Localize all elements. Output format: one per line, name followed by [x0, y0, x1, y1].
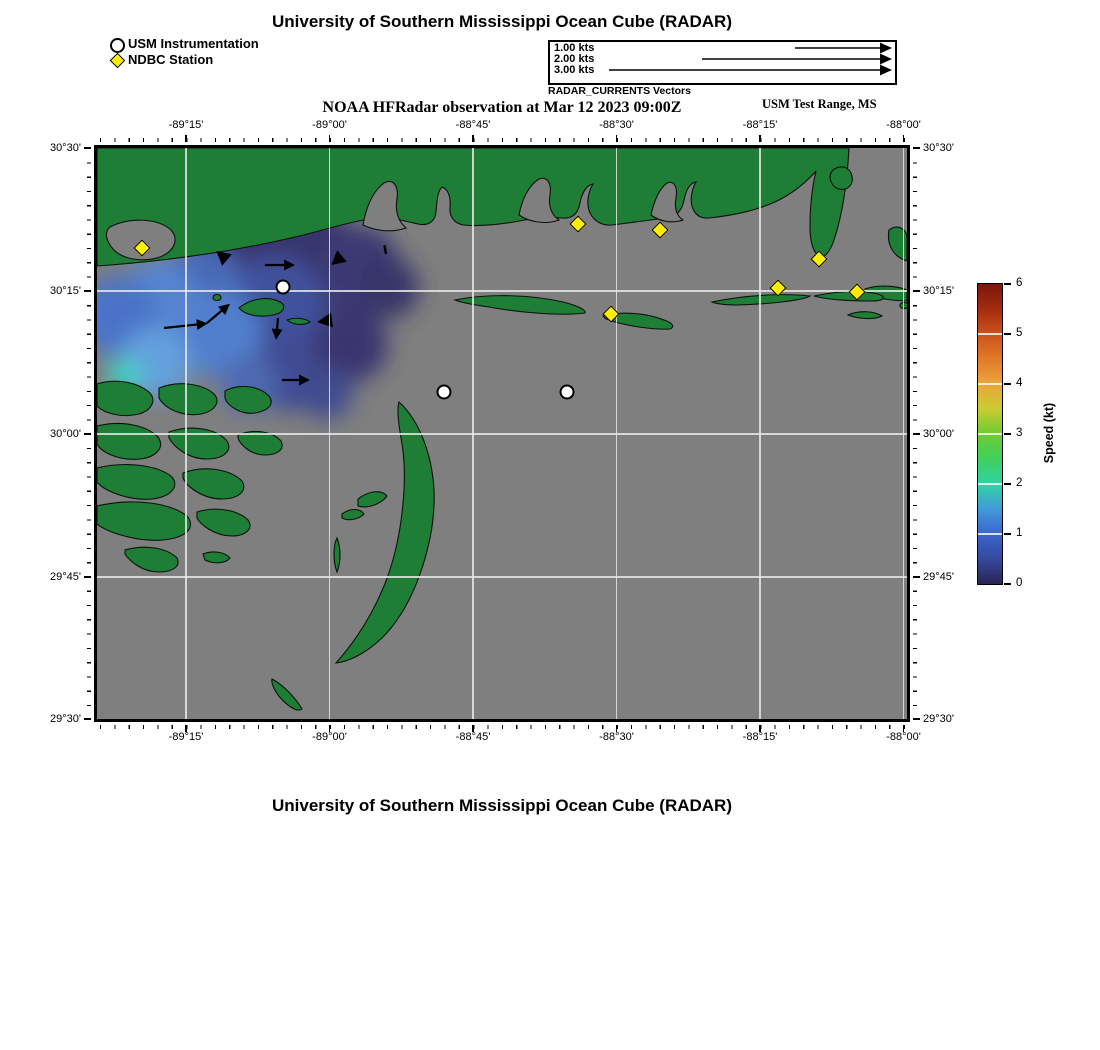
map-canvas — [97, 148, 907, 719]
lon-tick-label: -88°00' — [886, 119, 921, 131]
major-tick-top — [903, 135, 905, 142]
lon-tick-label: -88°45' — [455, 119, 491, 131]
legend-label-usm: USM Instrumentation — [128, 36, 259, 51]
colorbar-tick-label: 5 — [1016, 327, 1023, 339]
lon-tick-label: -88°00' — [886, 731, 921, 743]
lon-tick-label: -89°15' — [168, 119, 204, 131]
colorbar-tick-label: 0 — [1016, 577, 1023, 589]
colorbar-tick — [1004, 583, 1011, 584]
colorbar-tick — [1004, 333, 1011, 334]
colorbar-tick — [1004, 433, 1011, 434]
major-tick-left — [84, 718, 91, 720]
usm-instrumentation-marker — [276, 280, 291, 295]
lat-tick-label: 30°15' — [50, 285, 81, 297]
figure-title-bottom: University of Southern Mississippi Ocean Cube (RADAR) — [271, 796, 732, 815]
major-tick-left — [84, 433, 91, 435]
lat-tick-label: 30°00' — [923, 428, 954, 440]
colorbar-tick-label: 4 — [1016, 377, 1023, 389]
lat-tick-label: 29°30' — [50, 713, 81, 725]
usm-instrumentation-marker — [437, 385, 452, 400]
lon-tick-label: -89°00' — [312, 731, 347, 743]
major-tick-right — [913, 147, 920, 149]
major-tick-top — [472, 135, 474, 142]
ndbc-station-icon — [110, 53, 126, 69]
legend-label-ndbc: NDBC Station — [128, 52, 214, 67]
legend-item-ndbc — [108, 52, 259, 68]
usm-instrumentation-marker — [560, 385, 575, 400]
colorbar-axis-label: Speed (kt) — [1042, 402, 1056, 464]
lat-tick-label: 29°45' — [923, 571, 954, 583]
colorbar-tick — [1004, 383, 1011, 384]
vector-scale-caption: RADAR_CURRENTS Vectors — [548, 85, 691, 97]
colorbar-tick — [1004, 533, 1011, 534]
major-tick-left — [84, 147, 91, 149]
gridline-parallel — [97, 576, 907, 578]
legend-item-usm — [108, 36, 259, 52]
speed-colorbar — [977, 277, 1023, 589]
lon-tick-label: -88°15' — [742, 731, 778, 743]
lon-tick-label: -88°30' — [599, 731, 634, 743]
map-plot-area — [50, 119, 954, 743]
lon-tick-label: -88°30' — [599, 119, 634, 131]
colorbar-tick-label: 2 — [1016, 477, 1023, 489]
major-tick-top — [185, 135, 187, 142]
marker-legend — [108, 36, 259, 68]
lon-tick-label: -88°15' — [742, 119, 778, 131]
major-tick-right — [913, 718, 920, 720]
minor-ticks-top — [97, 138, 907, 142]
vector-scale-arrows — [550, 42, 895, 83]
lon-tick-label: -89°15' — [168, 731, 204, 743]
vector-scale-box — [548, 40, 897, 85]
figure-title: University of Southern Mississippi Ocean Cube (RADAR) — [271, 12, 732, 31]
major-tick-top — [329, 135, 331, 142]
major-tick-left — [84, 290, 91, 292]
major-tick-right — [913, 576, 920, 578]
region-label: USM Test Range, MS — [762, 97, 877, 111]
vector-scale-entry-label: 2.00 kts — [554, 53, 595, 65]
vector-scale-entry-label: 3.00 kts — [554, 64, 595, 76]
colorbar-gridline — [978, 333, 1002, 335]
major-tick-right — [913, 290, 920, 292]
colorbar-gridline — [978, 383, 1002, 385]
major-tick-top — [616, 135, 618, 142]
colorbar-tick-label: 1 — [1016, 527, 1023, 539]
lat-tick-label: 30°30' — [923, 142, 954, 154]
vector-scale-entry-label: 1.00 kts — [554, 42, 595, 54]
colorbar-tick — [1004, 483, 1011, 484]
colorbar-gridline — [978, 433, 1002, 435]
colorbar-tick-label: 3 — [1016, 427, 1023, 439]
lat-tick-label: 30°30' — [50, 142, 81, 154]
lon-tick-label: -89°00' — [312, 119, 347, 131]
observation-subtitle: NOAA HFRadar observation at Mar 12 2023 09:00Z — [322, 99, 682, 116]
colorbar-tick — [1004, 283, 1011, 284]
lat-tick-label: 29°30' — [923, 713, 954, 725]
lat-tick-label: 30°15' — [923, 285, 954, 297]
minor-ticks-bottom — [97, 725, 907, 729]
gridline-parallel — [97, 290, 907, 292]
lat-tick-label: 30°00' — [50, 428, 81, 440]
lat-tick-label: 29°45' — [50, 571, 81, 583]
usm-instrumentation-icon — [110, 38, 125, 53]
gridline-parallel — [97, 433, 907, 435]
lon-tick-label: -88°45' — [455, 731, 491, 743]
colorbar-tick-label: 6 — [1016, 277, 1023, 289]
major-tick-right — [913, 433, 920, 435]
major-tick-left — [84, 576, 91, 578]
colorbar-gridline — [978, 533, 1002, 535]
major-tick-top — [759, 135, 761, 142]
colorbar-gridline — [978, 483, 1002, 485]
